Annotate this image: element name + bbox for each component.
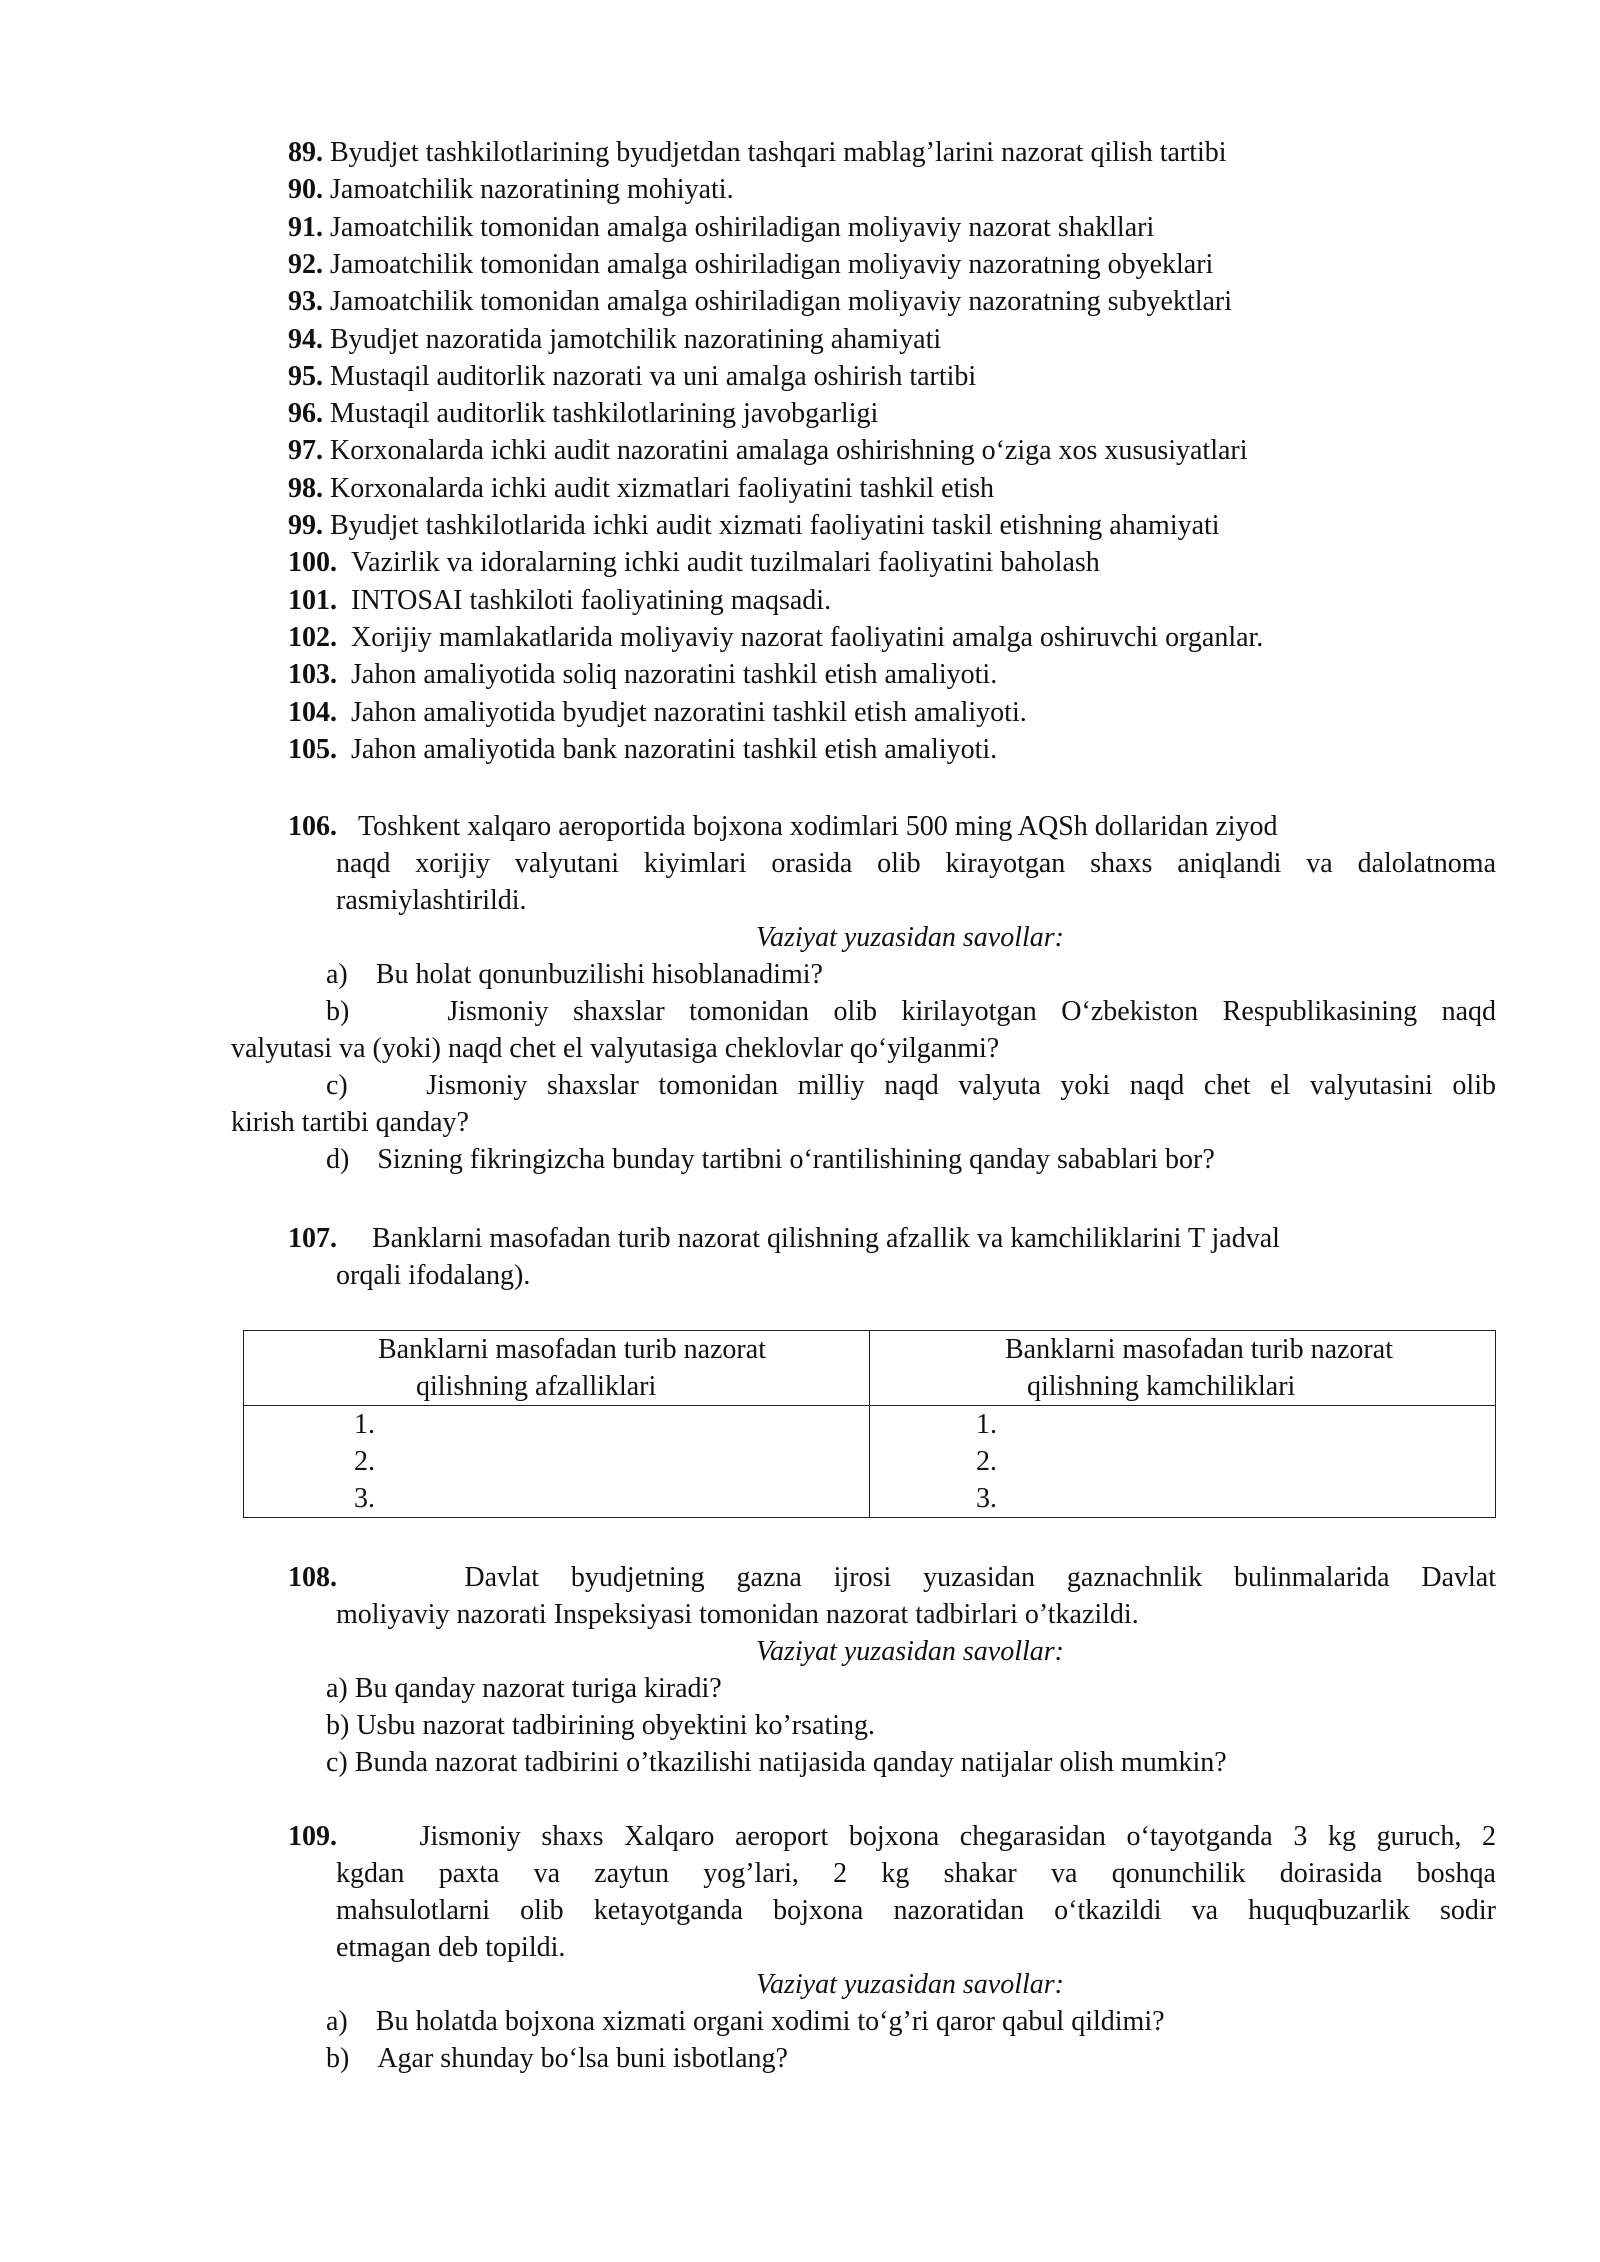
t-table-advantages-item-2: 2. bbox=[354, 1446, 375, 1477]
topic-number: 102. bbox=[288, 622, 337, 653]
topic-text: Jamoatchilik nazoratining mohiyati. bbox=[330, 174, 734, 205]
t-table-header-disadvantages-line-2: qilishning kamchiliklari bbox=[1027, 1371, 1296, 1402]
topic-text: INTOSAI tashkiloti faoliyatining maqsadi. bbox=[351, 585, 832, 616]
topic-number: 91. bbox=[288, 212, 323, 243]
topic-text: Byudjet tashkilotlarida ichki audit xizmati faoliyatini taskil etishning ahamiyati bbox=[330, 510, 1220, 541]
topic-number: 105. bbox=[288, 734, 337, 765]
question-108-c: c) Bunda nazorat tadbirini o’tkazilishi natijasida qanday natijalar olish mumkin? bbox=[326, 1747, 1227, 1778]
t-table-disadvantages-item-1: 1. bbox=[976, 1409, 997, 1440]
topic-number: 100. bbox=[288, 547, 337, 578]
question-109-b: b) Agar shunday bo‘lsa buni isbotlang? bbox=[326, 2043, 788, 2074]
topic-number: 96. bbox=[288, 398, 323, 429]
question-106-b-line-1: b) Jismoniy shaxslar tomonidan olib kirilayotgan O‘zbekiston Respublikasining naqd bbox=[326, 996, 1497, 1027]
topic-item bbox=[288, 731, 997, 768]
question-107-line-2: orqali ifodalang). bbox=[336, 1260, 531, 1291]
topic-item bbox=[288, 656, 997, 693]
question-109-line-2: kgdan paxta va zaytun yog’lari, 2 kg shakar va qonunchilik doirasida boshqa bbox=[336, 1858, 1496, 1889]
question-106-line-2: naqd xorijiy valyutani kiyimlari orasida olib kirayotgan shaxs aniqlandi va dalolatnoma bbox=[336, 848, 1496, 879]
question-108-a: a) Bu qanday nazorat turiga kiradi? bbox=[326, 1673, 722, 1704]
topic-text: Byudjet nazoratida jamotchilik nazoratining ahamiyati bbox=[330, 324, 942, 355]
topic-text: Byudjet tashkilotlarining byudjetdan tashqari mablag’larini nazorat qilish tartibi bbox=[330, 137, 1227, 168]
topic-text: Mustaqil auditorlik nazorati va uni amalga oshirish tartibi bbox=[330, 361, 977, 392]
topic-number: 99. bbox=[288, 510, 323, 541]
topic-item bbox=[288, 694, 1027, 731]
t-table-header-disadvantages-line-1: Banklarni masofadan turib nazorat bbox=[1005, 1334, 1393, 1365]
topic-number: 93. bbox=[288, 286, 323, 317]
topic-text: Jamoatchilik tomonidan amalga oshiriladigan moliyaviy nazoratning obyeklari bbox=[330, 249, 1214, 280]
topic-item bbox=[288, 246, 1213, 283]
question-108-line-2: moliyaviy nazorati Inspeksiyasi tomonidan nazorat tadbirlari o’tkazildi. bbox=[336, 1599, 1139, 1630]
topic-item bbox=[288, 470, 994, 507]
topic-number: 103. bbox=[288, 659, 337, 690]
question-108-b: b) Usbu nazorat tadbirining obyektini ko’rsating. bbox=[326, 1710, 875, 1741]
topic-item bbox=[288, 432, 1248, 469]
t-table-disadvantages-item-2: 2. bbox=[976, 1446, 997, 1477]
t-table bbox=[243, 1330, 1496, 1518]
topic-text: Jamoatchilik tomonidan amalga oshiriladigan moliyaviy nazoratning subyektlari bbox=[330, 286, 1233, 317]
question-106-line-3: rasmiylashtirildi. bbox=[336, 885, 527, 916]
topic-number: 101. bbox=[288, 585, 337, 616]
topic-item bbox=[288, 582, 831, 619]
topic-number: 94. bbox=[288, 324, 323, 355]
question-109-line-4: etmagan deb topildi. bbox=[336, 1932, 566, 1963]
topic-item bbox=[288, 544, 1100, 581]
t-table-advantages-item-3: 3. bbox=[354, 1483, 375, 1514]
question-108-heading: Vaziyat yuzasidan savollar: bbox=[756, 1636, 1064, 1667]
t-table-disadvantages-item-3: 3. bbox=[976, 1483, 997, 1514]
topic-number: 89. bbox=[288, 137, 323, 168]
t-table-header-disadvantages bbox=[870, 1331, 1496, 1406]
question-109-heading: Vaziyat yuzasidan savollar: bbox=[756, 1969, 1064, 2000]
question-106-d: d) Sizning fikringizcha bunday tartibni o‘rantilishining qanday sabablari bor? bbox=[326, 1144, 1215, 1175]
topic-item bbox=[288, 283, 1232, 320]
topic-number: 97. bbox=[288, 435, 323, 466]
t-table-header-advantages-line-2: qilishning afzalliklari bbox=[416, 1371, 657, 1402]
topic-text: Jahon amaliyotida bank nazoratini tashkil etish amaliyoti. bbox=[351, 734, 998, 765]
t-table-header-advantages-line-1: Banklarni masofadan turib nazorat bbox=[378, 1334, 766, 1365]
topic-item bbox=[288, 619, 1263, 656]
topic-text: Korxonalarda ichki audit nazoratini amalaga oshirishning o‘ziga xos xususiyatlari bbox=[330, 435, 1248, 466]
t-table-header-advantages bbox=[244, 1331, 870, 1406]
topic-item bbox=[288, 395, 878, 432]
t-table-advantages-item-1: 1. bbox=[354, 1409, 375, 1440]
topic-item bbox=[288, 134, 1227, 171]
topic-number: 98. bbox=[288, 473, 323, 504]
question-106-line-1: 106. Toshkent xalqaro aeroportida bojxona xodimlari 500 ming AQSh dollaridan ziyod bbox=[288, 811, 1278, 842]
topic-item bbox=[288, 209, 1154, 246]
topic-text: Jahon amaliyotida byudjet nazoratini tashkil etish amaliyoti. bbox=[351, 697, 1027, 728]
question-106-b-line-2: valyutasi va (yoki) naqd chet el valyutasiga cheklovlar qo‘yilganmi? bbox=[231, 1033, 1000, 1064]
t-table-advantages-cell bbox=[244, 1406, 870, 1518]
topic-number: 92. bbox=[288, 249, 323, 280]
topic-item bbox=[288, 321, 941, 358]
topic-text: Jahon amaliyotida soliq nazoratini tashkil etish amaliyoti. bbox=[351, 659, 998, 690]
question-108-line-1: 108. Davlat byudjetning gazna ijrosi yuzasidan gaznachnlik bulinmalarida Davlat bbox=[288, 1562, 1497, 1593]
t-table-disadvantages-cell bbox=[870, 1406, 1496, 1518]
topic-text: Xorijiy mamlakatlarida moliyaviy nazorat faoliyatini amalga oshiruvchi organlar. bbox=[351, 622, 1264, 653]
topic-item bbox=[288, 171, 734, 208]
question-109-line-1: 109. Jismoniy shaxs Xalqaro aeroport bojxona chegarasidan o‘tayotganda 3 kg guruch, 2 bbox=[288, 1821, 1497, 1852]
topic-number: 95. bbox=[288, 361, 323, 392]
topic-text: Jamoatchilik tomonidan amalga oshiriladigan moliyaviy nazorat shakllari bbox=[330, 212, 1155, 243]
topic-item bbox=[288, 507, 1220, 544]
question-106-c-line-2: kirish tartibi qanday? bbox=[231, 1107, 469, 1138]
question-107-line-1: 107. Banklarni masofadan turib nazorat qilishning afzallik va kamchiliklarini T jadval bbox=[288, 1223, 1280, 1254]
question-109-line-3: mahsulotlarni olib ketayotganda bojxona nazoratidan o‘tkazildi va huquqbuzarlik sodir bbox=[336, 1895, 1496, 1926]
question-106-a: a) Bu holat qonunbuzilishi hisoblanadimi? bbox=[326, 959, 823, 990]
topic-number: 104. bbox=[288, 697, 337, 728]
topic-text: Vazirlik va idoralarning ichki audit tuzilmalari faoliyatini baholash bbox=[351, 547, 1100, 578]
topic-item bbox=[288, 358, 976, 395]
topic-number: 90. bbox=[288, 174, 323, 205]
topic-text: Korxonalarda ichki audit xizmatlari faoliyatini tashkil etish bbox=[330, 473, 995, 504]
question-106-c-line-1: c) Jismoniy shaxslar tomonidan milliy naqd valyuta yoki naqd chet el valyutasini olib bbox=[326, 1070, 1496, 1101]
question-106-heading: Vaziyat yuzasidan savollar: bbox=[756, 922, 1064, 953]
question-109-a: a) Bu holatda bojxona xizmati organi xodimi to‘g’ri qaror qabul qildimi? bbox=[326, 2006, 1165, 2037]
topic-text: Mustaqil auditorlik tashkilotlarining javobgarligi bbox=[330, 398, 879, 429]
